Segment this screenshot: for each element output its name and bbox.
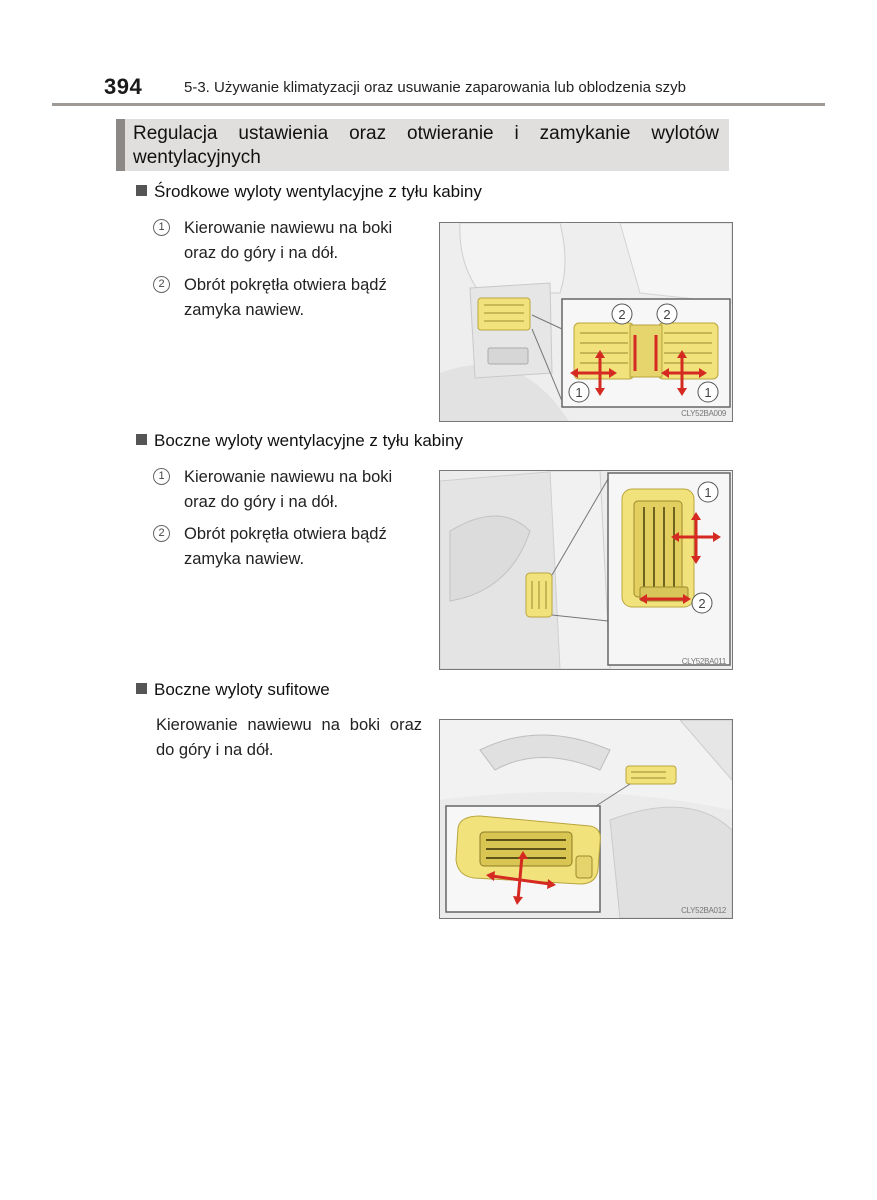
callout-label: 2 bbox=[618, 307, 626, 322]
figure-rear-side-vents bbox=[439, 470, 733, 670]
callout-label: 1 bbox=[704, 485, 712, 500]
illustration-side-vents bbox=[440, 471, 732, 669]
step-item bbox=[153, 465, 423, 515]
step-item bbox=[153, 216, 423, 266]
figure-rear-center-vents bbox=[439, 222, 733, 422]
description-paragraph: Kierowanie nawiewu na boki oraz do góry i na dół. bbox=[156, 716, 422, 759]
page-number: 394 bbox=[104, 74, 143, 99]
step-text: Obrót pokrętła otwiera bądź zamyka nawiew. bbox=[184, 276, 387, 319]
subheading-text: Boczne wyloty sufitowe bbox=[154, 680, 330, 699]
illustration-center-vents bbox=[440, 223, 732, 421]
subheading-text: Boczne wyloty wentylacyjne z tyłu kabiny bbox=[154, 431, 463, 450]
callout-label: 2 bbox=[663, 307, 671, 322]
header-divider bbox=[52, 103, 825, 106]
callout-label: 1 bbox=[704, 385, 712, 400]
chapter-title: 5-3. Używanie klimatyzacji oraz usuwanie zaparowania lub oblodzenia szyb bbox=[184, 79, 686, 96]
bullet-square-icon bbox=[136, 185, 147, 196]
subheading-text: Środkowe wyloty wentylacyjne z tyłu kabiny bbox=[154, 182, 482, 201]
step-item bbox=[153, 522, 423, 572]
figure-code: CLY52BA009 bbox=[681, 409, 726, 418]
subheading-rear-center-vents bbox=[136, 182, 482, 202]
bullet-square-icon bbox=[136, 434, 147, 445]
subheading-rear-side-vents bbox=[136, 431, 463, 451]
callout-label: 2 bbox=[698, 596, 706, 611]
figure-code: CLY52BA011 bbox=[681, 657, 726, 666]
figure-ceiling-side-vents bbox=[439, 719, 733, 919]
bullet-square-icon bbox=[136, 683, 147, 694]
step-number-badge: 1 bbox=[153, 219, 170, 236]
step-number-badge: 2 bbox=[153, 525, 170, 542]
section-heading: Regulacja ustawienia oraz otwieranie i zamykanie wylotów wentylacyjnych bbox=[116, 119, 729, 171]
step-item bbox=[153, 273, 423, 323]
illustration-ceiling-vents bbox=[440, 720, 732, 918]
step-number-badge: 2 bbox=[153, 276, 170, 293]
callout-label: 1 bbox=[575, 385, 583, 400]
step-text: Kierowanie nawiewu na boki oraz do góry i na dół. bbox=[184, 219, 393, 262]
step-text: Kierowanie nawiewu na boki oraz do góry i na dół. bbox=[184, 468, 393, 511]
subheading-ceiling-side-vents bbox=[136, 680, 330, 700]
step-number-badge: 1 bbox=[153, 468, 170, 485]
step-text: Obrót pokrętła otwiera bądź zamyka nawiew. bbox=[184, 525, 387, 568]
figure-code: CLY52BA012 bbox=[681, 906, 726, 915]
